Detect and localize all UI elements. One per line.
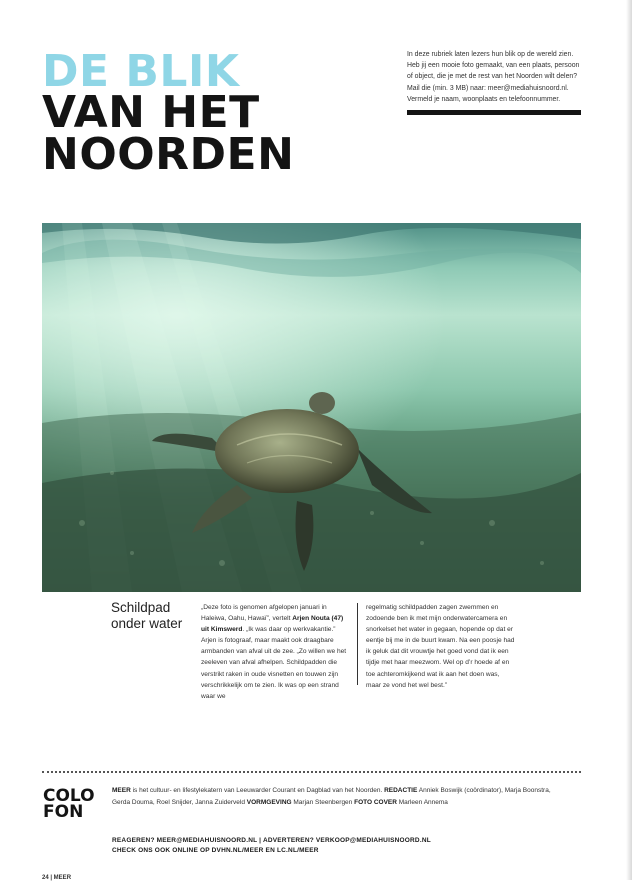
colofon-text-part: Marleen Annema <box>396 798 448 806</box>
rubric-intro-text: In deze rubriek laten lezers hun blik op de wereld zien. Heb jij een mooie foto gemaakt, van een plaats, persoon of object, die je met de rest van het Noorden wilt delen? Mail die (min. 3 MB) naar: meer@mediahuisnoord.nl. Vermeld je naam, woonplaats en telefoonnummer. <box>407 51 580 103</box>
contact-email-line: REAGEREN? MEER@MEDIAHUISNOORD.NL | ADVERTEREN? VERKOOP@MEDIAHUISNOORD.NL <box>112 837 431 844</box>
redactie-label: REDACTIE <box>384 787 418 794</box>
article-title: Schildpad onder water <box>111 600 183 631</box>
colofon-logo-line-1: COLO <box>43 786 95 806</box>
colofon-credits <box>112 785 552 808</box>
colofon-text-part: is het cultuur- en lifestylekatern van Leeuwarder Courant en Dagblad van het Noorden. <box>130 787 385 794</box>
article-column-1 <box>201 602 349 702</box>
page-edge-shadow <box>626 0 632 880</box>
article-text-part: „Deze foto is genomen afgelopen januari in Haleiwa, Oahu, Hawaï”, vertelt <box>201 604 327 623</box>
colofon-text-part: Marjan Steenbergen <box>291 798 355 806</box>
colofon-dotted-divider <box>42 771 581 773</box>
colofon-text-part: Anniek Boswijk (coördinator), Marja Boonstra, Gerda Douma, Roel Snijder, Janna Zuiderveld <box>112 787 551 806</box>
sea-turtle-photo <box>42 223 581 592</box>
photographer-name: Arjen Nouta (47) uit Kimswerd <box>201 615 344 634</box>
article-column-2: regelmatig schildpadden zagen zwemmen en zodoende ben ik met mijn onderwatercamera en snorkelset het water in gegaan, hopende op dat er eentje bij me in de buurt kwam. Na een poosje had ik geluk dat dit vrouwtje het goed vond dat ik een tijdje met haar meezwom. Wel op d’r hoede af en toe achteromkijkend wat ik aan het doen was, maar ze vond het wel best.” <box>366 604 515 689</box>
article-text-part: . „Ik was daar op werkvakantie.” Arjen is fotograaf, maar maakt ook draagbare armbanden van afval uit de zee. „Zo willen we het zeeleven van afval afhelpen. Schildpadden die verstrikt raken in oude visnetten en touwen zijn verschrikkelijk om te zien. Ik was op een strand waar we <box>201 626 347 700</box>
title-line-noorden: NOORDEN <box>42 129 295 180</box>
foto-cover-label: FOTO COVER <box>354 798 397 806</box>
column-divider <box>357 603 358 685</box>
page-folio: 24 | MEER <box>42 875 72 881</box>
colofon-logo-line-2: FON <box>43 802 84 822</box>
meer-label: MEER <box>112 787 131 794</box>
colofon-logo <box>43 788 95 820</box>
title-line-van-het: VAN HET <box>42 87 260 138</box>
title-line-de-blik: DE BLIK <box>42 46 240 97</box>
sea-turtle-illustration <box>42 223 581 592</box>
vormgeving-label: VORMGEVING <box>246 798 292 806</box>
intro-divider-bar <box>407 110 581 115</box>
online-links-line: CHECK ONS OOK ONLINE OP DVHN.NL/MEER EN LC.NL/MEER <box>112 847 319 854</box>
